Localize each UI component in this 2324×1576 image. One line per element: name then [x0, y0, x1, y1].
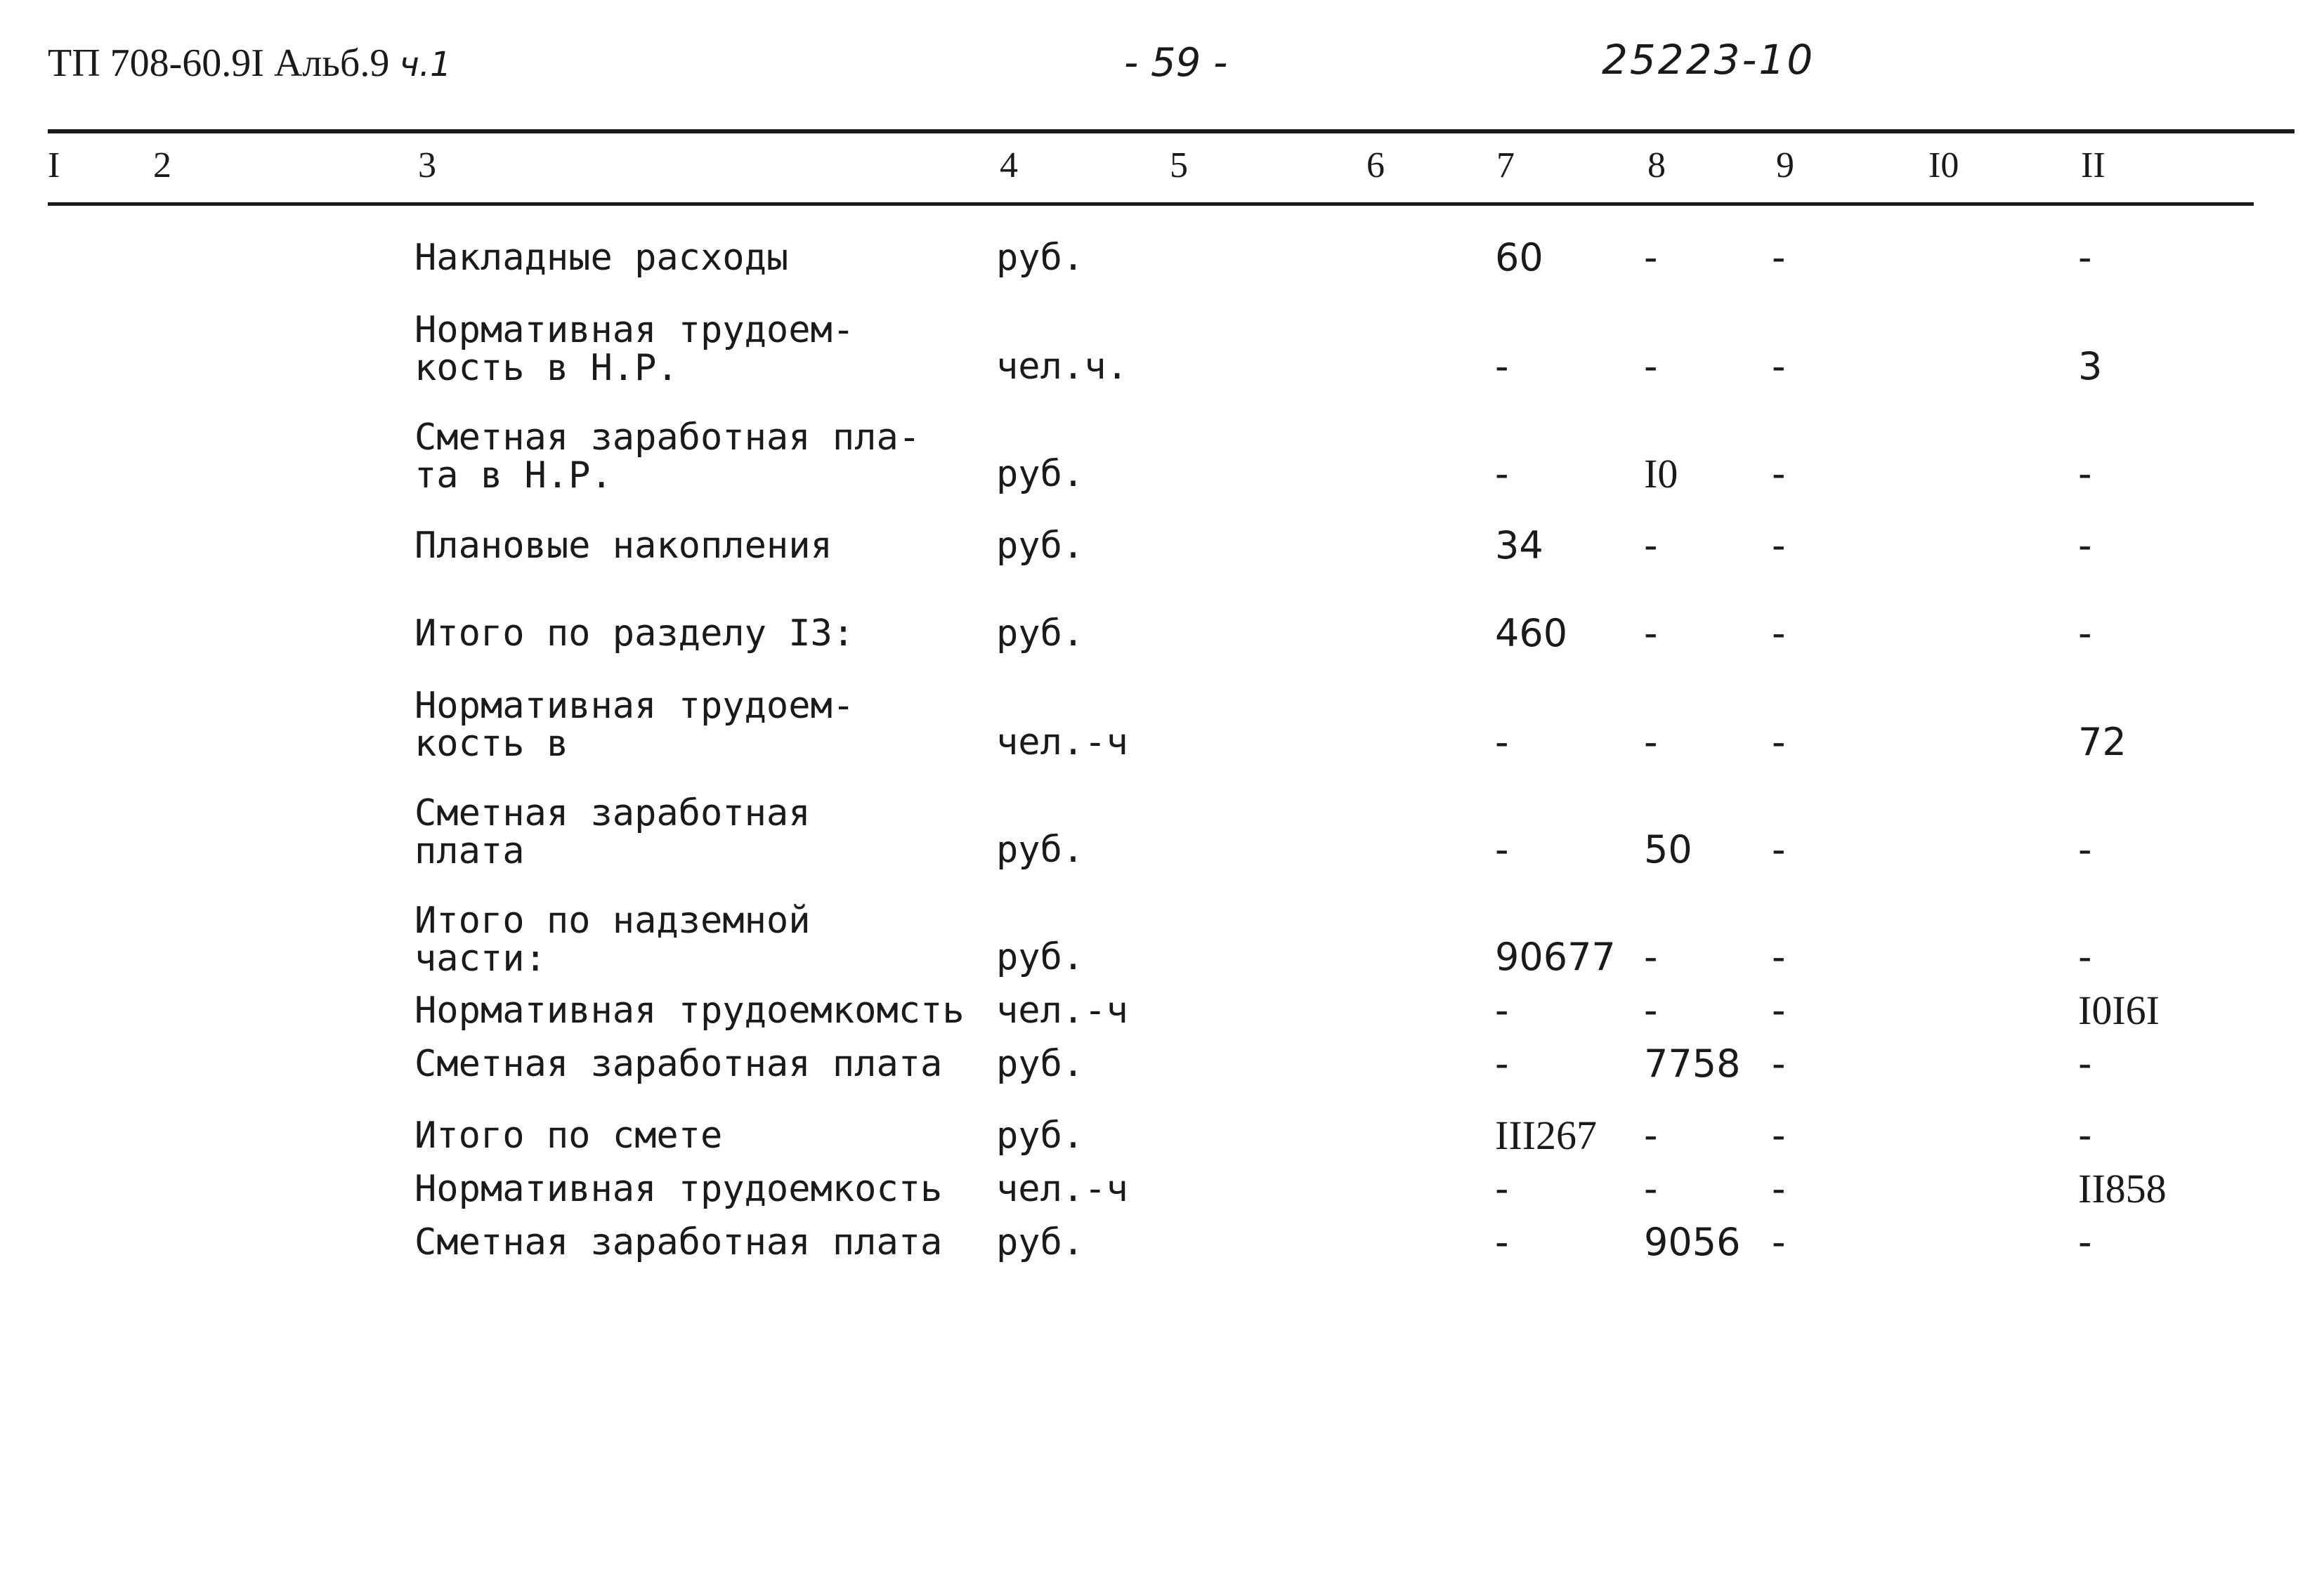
header-underline — [48, 202, 2254, 206]
row-col9-value: - — [1772, 827, 1786, 872]
row-unit: чел.-ч — [996, 990, 1128, 1032]
column-number-1: I — [48, 145, 60, 185]
row-unit: руб. — [996, 829, 1085, 871]
row-col8-value: 7758 — [1644, 1042, 1741, 1086]
column-number-11: II — [2081, 145, 2106, 185]
row-col7-value: 34 — [1495, 523, 1543, 567]
row-unit: руб. — [996, 1221, 1085, 1263]
column-number-8: 8 — [1647, 145, 1666, 185]
row-unit: чел.ч. — [996, 346, 1128, 388]
row-col11-value: - — [2078, 1042, 2092, 1086]
row-col9-value: - — [1772, 988, 1786, 1032]
row-description: Нормативная трудоемкомсть — [414, 990, 965, 1032]
document-code: 25223-10 — [1602, 36, 1815, 84]
row-col11-value: 3 — [2078, 344, 2103, 388]
row-col8-value: - — [1644, 935, 1658, 979]
row-col7-value: - — [1495, 1167, 1509, 1211]
row-col11-value: II858 — [2078, 1166, 2167, 1211]
document-reference-text: ТП 708-60.9I Альб.9 — [48, 41, 390, 85]
row-col9-value: - — [1772, 452, 1786, 496]
row-col7-value: III267 — [1495, 1112, 1597, 1158]
row-col9-value: - — [1772, 720, 1786, 764]
row-col11-value: 72 — [2078, 720, 2127, 764]
part-mark: ч.1 — [399, 45, 452, 84]
row-unit: руб. — [996, 453, 1085, 495]
column-number-6: 6 — [1366, 145, 1385, 185]
row-description: Плановые накопления — [414, 525, 833, 567]
row-description: Нормативная трудоем- кость в — [414, 685, 855, 765]
row-description: Накладные расходы — [414, 237, 789, 279]
row-description: Итого по смете — [414, 1115, 723, 1157]
row-unit: руб. — [996, 525, 1085, 567]
row-col8-value: - — [1644, 344, 1658, 388]
row-description: Сметная заработная плата — [414, 1043, 943, 1085]
row-col8-value: 9056 — [1644, 1220, 1741, 1264]
row-col7-value: - — [1495, 988, 1509, 1032]
row-description: Итого по надземной части: — [414, 900, 811, 980]
row-unit: чел.-ч — [996, 721, 1128, 763]
row-description: Сметная заработная плата — [414, 1221, 943, 1263]
row-col7-value: 90677 — [1495, 935, 1616, 979]
row-col9-value: - — [1772, 1113, 1786, 1157]
row-col9-value: - — [1772, 235, 1786, 280]
row-col7-value: 460 — [1495, 611, 1568, 655]
row-col8-value: - — [1644, 1113, 1658, 1157]
row-unit: руб. — [996, 612, 1085, 655]
row-unit: чел.-ч — [996, 1168, 1128, 1210]
row-col11-value: - — [2078, 1220, 2092, 1264]
document-reference — [48, 41, 452, 85]
row-col11-value: - — [2078, 611, 2092, 655]
row-col8-value: - — [1644, 523, 1658, 567]
column-number-3: 3 — [418, 145, 436, 185]
row-col7-value: - — [1495, 827, 1509, 872]
row-col11-value: - — [2078, 235, 2092, 280]
row-unit: руб. — [996, 1043, 1085, 1085]
row-col11-value: I0I6I — [2078, 987, 2160, 1033]
row-unit: руб. — [996, 936, 1085, 978]
row-col11-value: - — [2078, 935, 2092, 979]
row-col8-value: - — [1644, 1167, 1658, 1211]
top-rule — [48, 129, 2294, 133]
row-col8-value: - — [1644, 720, 1658, 764]
row-col8-value: - — [1644, 235, 1658, 280]
column-number-10: I0 — [1928, 145, 1959, 185]
row-col7-value: - — [1495, 1042, 1509, 1086]
column-number-9: 9 — [1776, 145, 1794, 185]
column-number-2: 2 — [153, 145, 171, 185]
row-col8-value: I0 — [1644, 451, 1678, 497]
row-description: Сметная заработная пла- та в Н.Р. — [414, 416, 921, 497]
row-col9-value: - — [1772, 1042, 1786, 1086]
row-col11-value: - — [2078, 452, 2092, 496]
row-col7-value: - — [1495, 452, 1509, 496]
row-col8-value: 50 — [1644, 827, 1692, 872]
column-number-5: 5 — [1170, 145, 1188, 185]
row-description: Нормативная трудоемкость — [414, 1168, 943, 1210]
row-description: Итого по разделу I3: — [414, 612, 855, 655]
row-col9-value: - — [1772, 523, 1786, 567]
row-col7-value: 60 — [1495, 235, 1543, 280]
row-col7-value: - — [1495, 344, 1509, 388]
row-unit: руб. — [996, 1115, 1085, 1157]
row-col9-value: - — [1772, 1167, 1786, 1211]
column-number-7: 7 — [1496, 145, 1515, 185]
row-col9-value: - — [1772, 935, 1786, 979]
row-col11-value: - — [2078, 1113, 2092, 1157]
row-unit: руб. — [996, 237, 1085, 279]
row-col8-value: - — [1644, 988, 1658, 1032]
row-col9-value: - — [1772, 611, 1786, 655]
row-col11-value: - — [2078, 523, 2092, 567]
row-col8-value: - — [1644, 611, 1658, 655]
row-description: Сметная заработная плата — [414, 792, 811, 872]
page-number: - 59 - — [1124, 40, 1228, 86]
row-col11-value: - — [2078, 827, 2092, 872]
column-number-4: 4 — [1000, 145, 1018, 185]
row-col7-value: - — [1495, 720, 1509, 764]
row-col9-value: - — [1772, 1220, 1786, 1264]
row-description: Нормативная трудоем- кость в Н.Р. — [414, 309, 855, 389]
row-col7-value: - — [1495, 1220, 1509, 1264]
row-col9-value: - — [1772, 344, 1786, 388]
